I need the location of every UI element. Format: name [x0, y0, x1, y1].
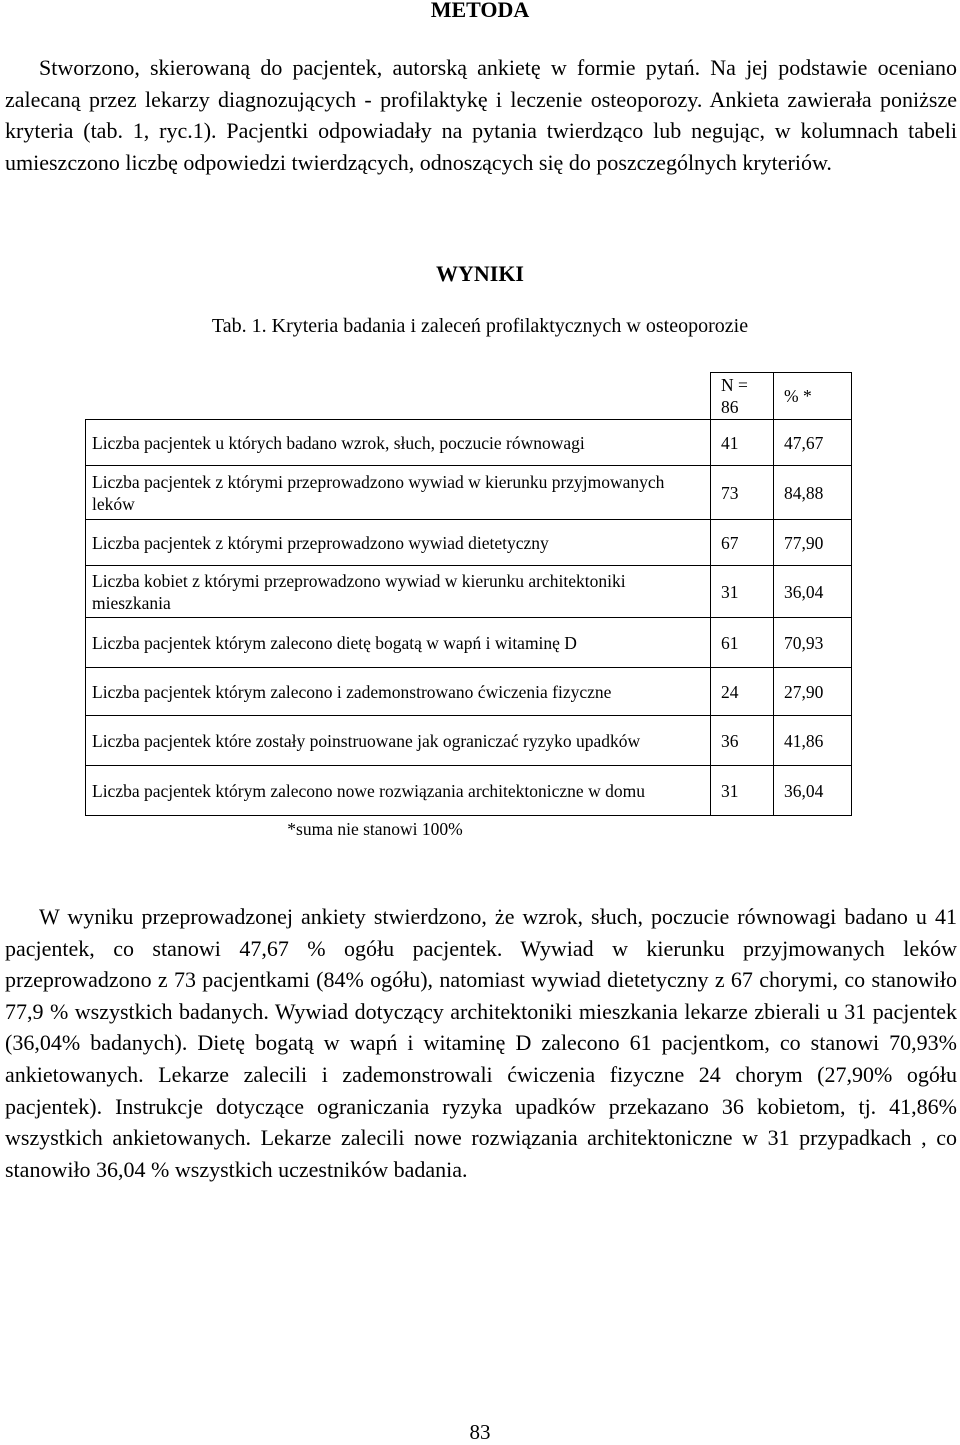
header-percent: % * — [774, 373, 852, 420]
criterion-label: Liczba pacjentek którym zalecono nowe rozwiązania architektoniczne w domu — [86, 766, 711, 816]
count-value: 36 — [711, 716, 774, 766]
percent-value: 77,90 — [774, 520, 852, 566]
criterion-label: Liczba pacjentek z którymi przeprowadzono wywiad w kierunku przyjmowanych leków — [86, 466, 711, 520]
results-paragraph-text: W wyniku przeprowadzonej ankiety stwierdzono, że wzrok, słuch, poczucie równowagi badano u 41 pacjentek, co stanowi 47,67 % ogółu pacjentek. Wywiad w kierunku przyjmowanych leków przeprowadzono z 73 pacjentkami (84% ogółu), natomiast wywiad dietetyczny z 67 chorymi, co stanowiło 77,9 % wszystkich badanych. Wywiad dotyczący architektoniki mieszkania lekarze zbierali u 31 pacjentek (36,04% badanych). Dietę bogatą w wapń i witaminę D zalecono 61 pacjentkom, co stanowi 70,93% ankietowanych. Lekarze zalecili i zademonstrowali ćwiczenia fizyczne 24 chorym (27,90% ogółu pacjentek). Instrukcje dotyczące ograniczania ryzyka upadków przekazano 36 kobietom, tj. 41,86% wszystkich ankietowanych. Lekarze zalecili nowe rozwiązania architektoniczne w 31 przypadkach , co stanowiło 36,04 % wszystkich uczestników badania. — [5, 904, 957, 1182]
count-value: 73 — [711, 466, 774, 520]
method-paragraph-text: Stworzono, skierowaną do pacjentek, autorską ankietę w formie pytań. Na jej podstawie oceniano zalecaną przez lekarzy diagnozujących - profilaktykę i leczenie osteoporozy. Ankieta zawierała poniższe kryteria (tab. 1, ryc.1). Pacjentki odpowiadały na pytania twierdząco lub negując, w kolumnach tabeli umieszczono liczbę odpowiedzi twierdzących, odnoszących się do poszczególnych kryteriów. — [5, 55, 957, 175]
method-paragraph — [5, 52, 957, 178]
criterion-label: Liczba pacjentek którym zalecono dietę bogatą w wapń i witaminę D — [86, 618, 711, 668]
criterion-label: Liczba pacjentek którym zalecono i zademonstrowano ćwiczenia fizyczne — [86, 668, 711, 716]
percent-value: 47,67 — [774, 420, 852, 466]
percent-value: 36,04 — [774, 566, 852, 618]
percent-value: 27,90 — [774, 668, 852, 716]
table-row — [86, 520, 852, 566]
page-number: 83 — [469, 1420, 491, 1444]
table-row — [86, 618, 852, 668]
table-row — [86, 668, 852, 716]
count-value: 31 — [711, 766, 774, 816]
table-row — [86, 766, 852, 816]
percent-value: 70,93 — [774, 618, 852, 668]
section-title-wyniki: WYNIKI — [435, 261, 524, 286]
header-n: N = 86 — [711, 373, 774, 420]
criterion-label: Liczba pacjentek z którymi przeprowadzono wywiad dietetyczny — [86, 520, 711, 566]
table-row — [86, 466, 852, 520]
percent-value: 41,86 — [774, 716, 852, 766]
table-header-row — [86, 373, 852, 420]
criterion-label: Liczba pacjentek które zostały poinstruowane jak ograniczać ryzyko upadków — [86, 716, 711, 766]
count-value: 31 — [711, 566, 774, 618]
table-row — [86, 566, 852, 618]
table-footnote: *suma nie stanowi 100% — [287, 819, 463, 839]
table-row — [86, 420, 852, 466]
table-caption: Tab. 1. Kryteria badania i zaleceń profilaktycznych w osteoporozie — [211, 315, 749, 337]
count-value: 61 — [711, 618, 774, 668]
results-paragraph — [5, 901, 957, 1185]
criterion-label: Liczba pacjentek u których badano wzrok, słuch, poczucie równowagi — [86, 420, 711, 466]
percent-value: 36,04 — [774, 766, 852, 816]
criteria-table — [85, 372, 852, 816]
table-header-blank — [86, 373, 711, 420]
table-row — [86, 716, 852, 766]
count-value: 67 — [711, 520, 774, 566]
section-title-metoda: METODA — [430, 0, 530, 22]
criterion-label: Liczba kobiet z którymi przeprowadzono wywiad w kierunku architektoniki mieszkania — [86, 566, 711, 618]
percent-value: 84,88 — [774, 466, 852, 520]
count-value: 24 — [711, 668, 774, 716]
count-value: 41 — [711, 420, 774, 466]
